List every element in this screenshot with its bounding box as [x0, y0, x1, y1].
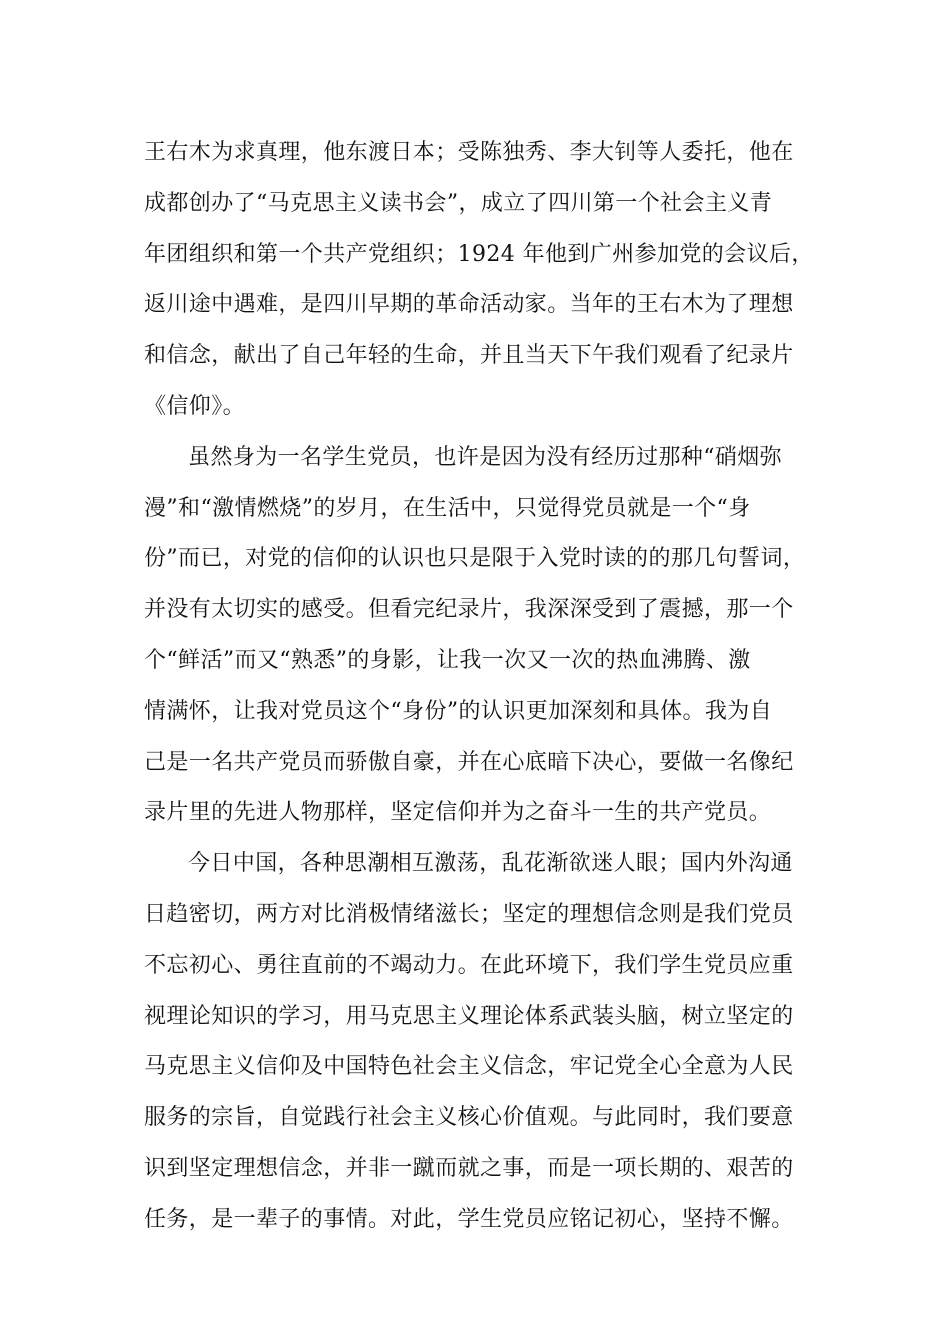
paragraph-first-line: 虽然身为一名学生党员，也许是因为没有经历过那种“硝烟弥 [188, 444, 783, 470]
text-line: 服务的宗旨，自觉践行社会主义核心价值观。与此同时，我们要意 [144, 1105, 794, 1131]
text-line: 成都创办了“马克思主义读书会”，成立了四川第一个社会主义青 [144, 190, 773, 216]
paragraph-first-line: 今日中国，各种思潮相互激荡，乱花渐欲迷人眼；国内外沟通 [188, 851, 793, 877]
text-line: 视理论知识的学习，用马克思主义理论体系武装头脑，树立坚定的 [144, 1003, 794, 1029]
text-line: 《信仰》。 [144, 393, 246, 419]
text-line: 日趋密切，两方对比消极情绪滋长；坚定的理想信念则是我们党员 [144, 901, 794, 927]
text-line: 不忘初心、勇往直前的不竭动力。在此环境下，我们学生党员应重 [144, 952, 794, 978]
text-line: 马克思主义信仰及中国特色社会主义信念，牢记党全心全意为人民 [144, 1054, 794, 1080]
text-line: 任务，是一辈子的事情。对此，学生党员应铭记初心，坚持不懈。 [144, 1206, 794, 1232]
text-line: 和信念，献出了自己年轻的生命，并且当天下午我们观看了纪录片 [144, 343, 794, 369]
text-line: 己是一名共产党员而骄傲自豪，并在心底暗下决心，要做一名像纪 [144, 749, 794, 775]
text-line: 份”而已，对党的信仰的认识也只是限于入党时读的的那几句誓词， [144, 546, 806, 572]
text-line: 并没有太切实的感受。但看完纪录片，我深深受到了震撼，那一个 [144, 597, 794, 623]
text-line: 识到坚定理想信念，并非一蹴而就之事，而是一项长期的、艰苦的 [144, 1155, 794, 1181]
text-line: 个“鲜活”而又“熟悉”的身影，让我一次又一次的热血沸腾、激 [144, 647, 751, 673]
text-line: 王右木为求真理，他东渡日本；受陈独秀、李大钊等人委托，他在 [144, 140, 794, 165]
text-line: 返川途中遇难，是四川早期的革命活动家。当年的王右木为了理想 [144, 292, 794, 318]
text-line: 情满怀，让我对党员这个“身份”的认识更加深刻和具体。我为自 [144, 698, 773, 724]
text-line: 漫”和“激情燃烧”的岁月，在生活中，只觉得党员就是一个“身 [144, 495, 751, 521]
text-line: 录片里的先进人物那样，坚定信仰并为之奋斗一生的共产党员。 [144, 800, 772, 826]
body-text [144, 133, 814, 1251]
text-line: 年团组织和第一个共产党组织；1924 年他到广州参加党的会议后， [144, 241, 814, 267]
